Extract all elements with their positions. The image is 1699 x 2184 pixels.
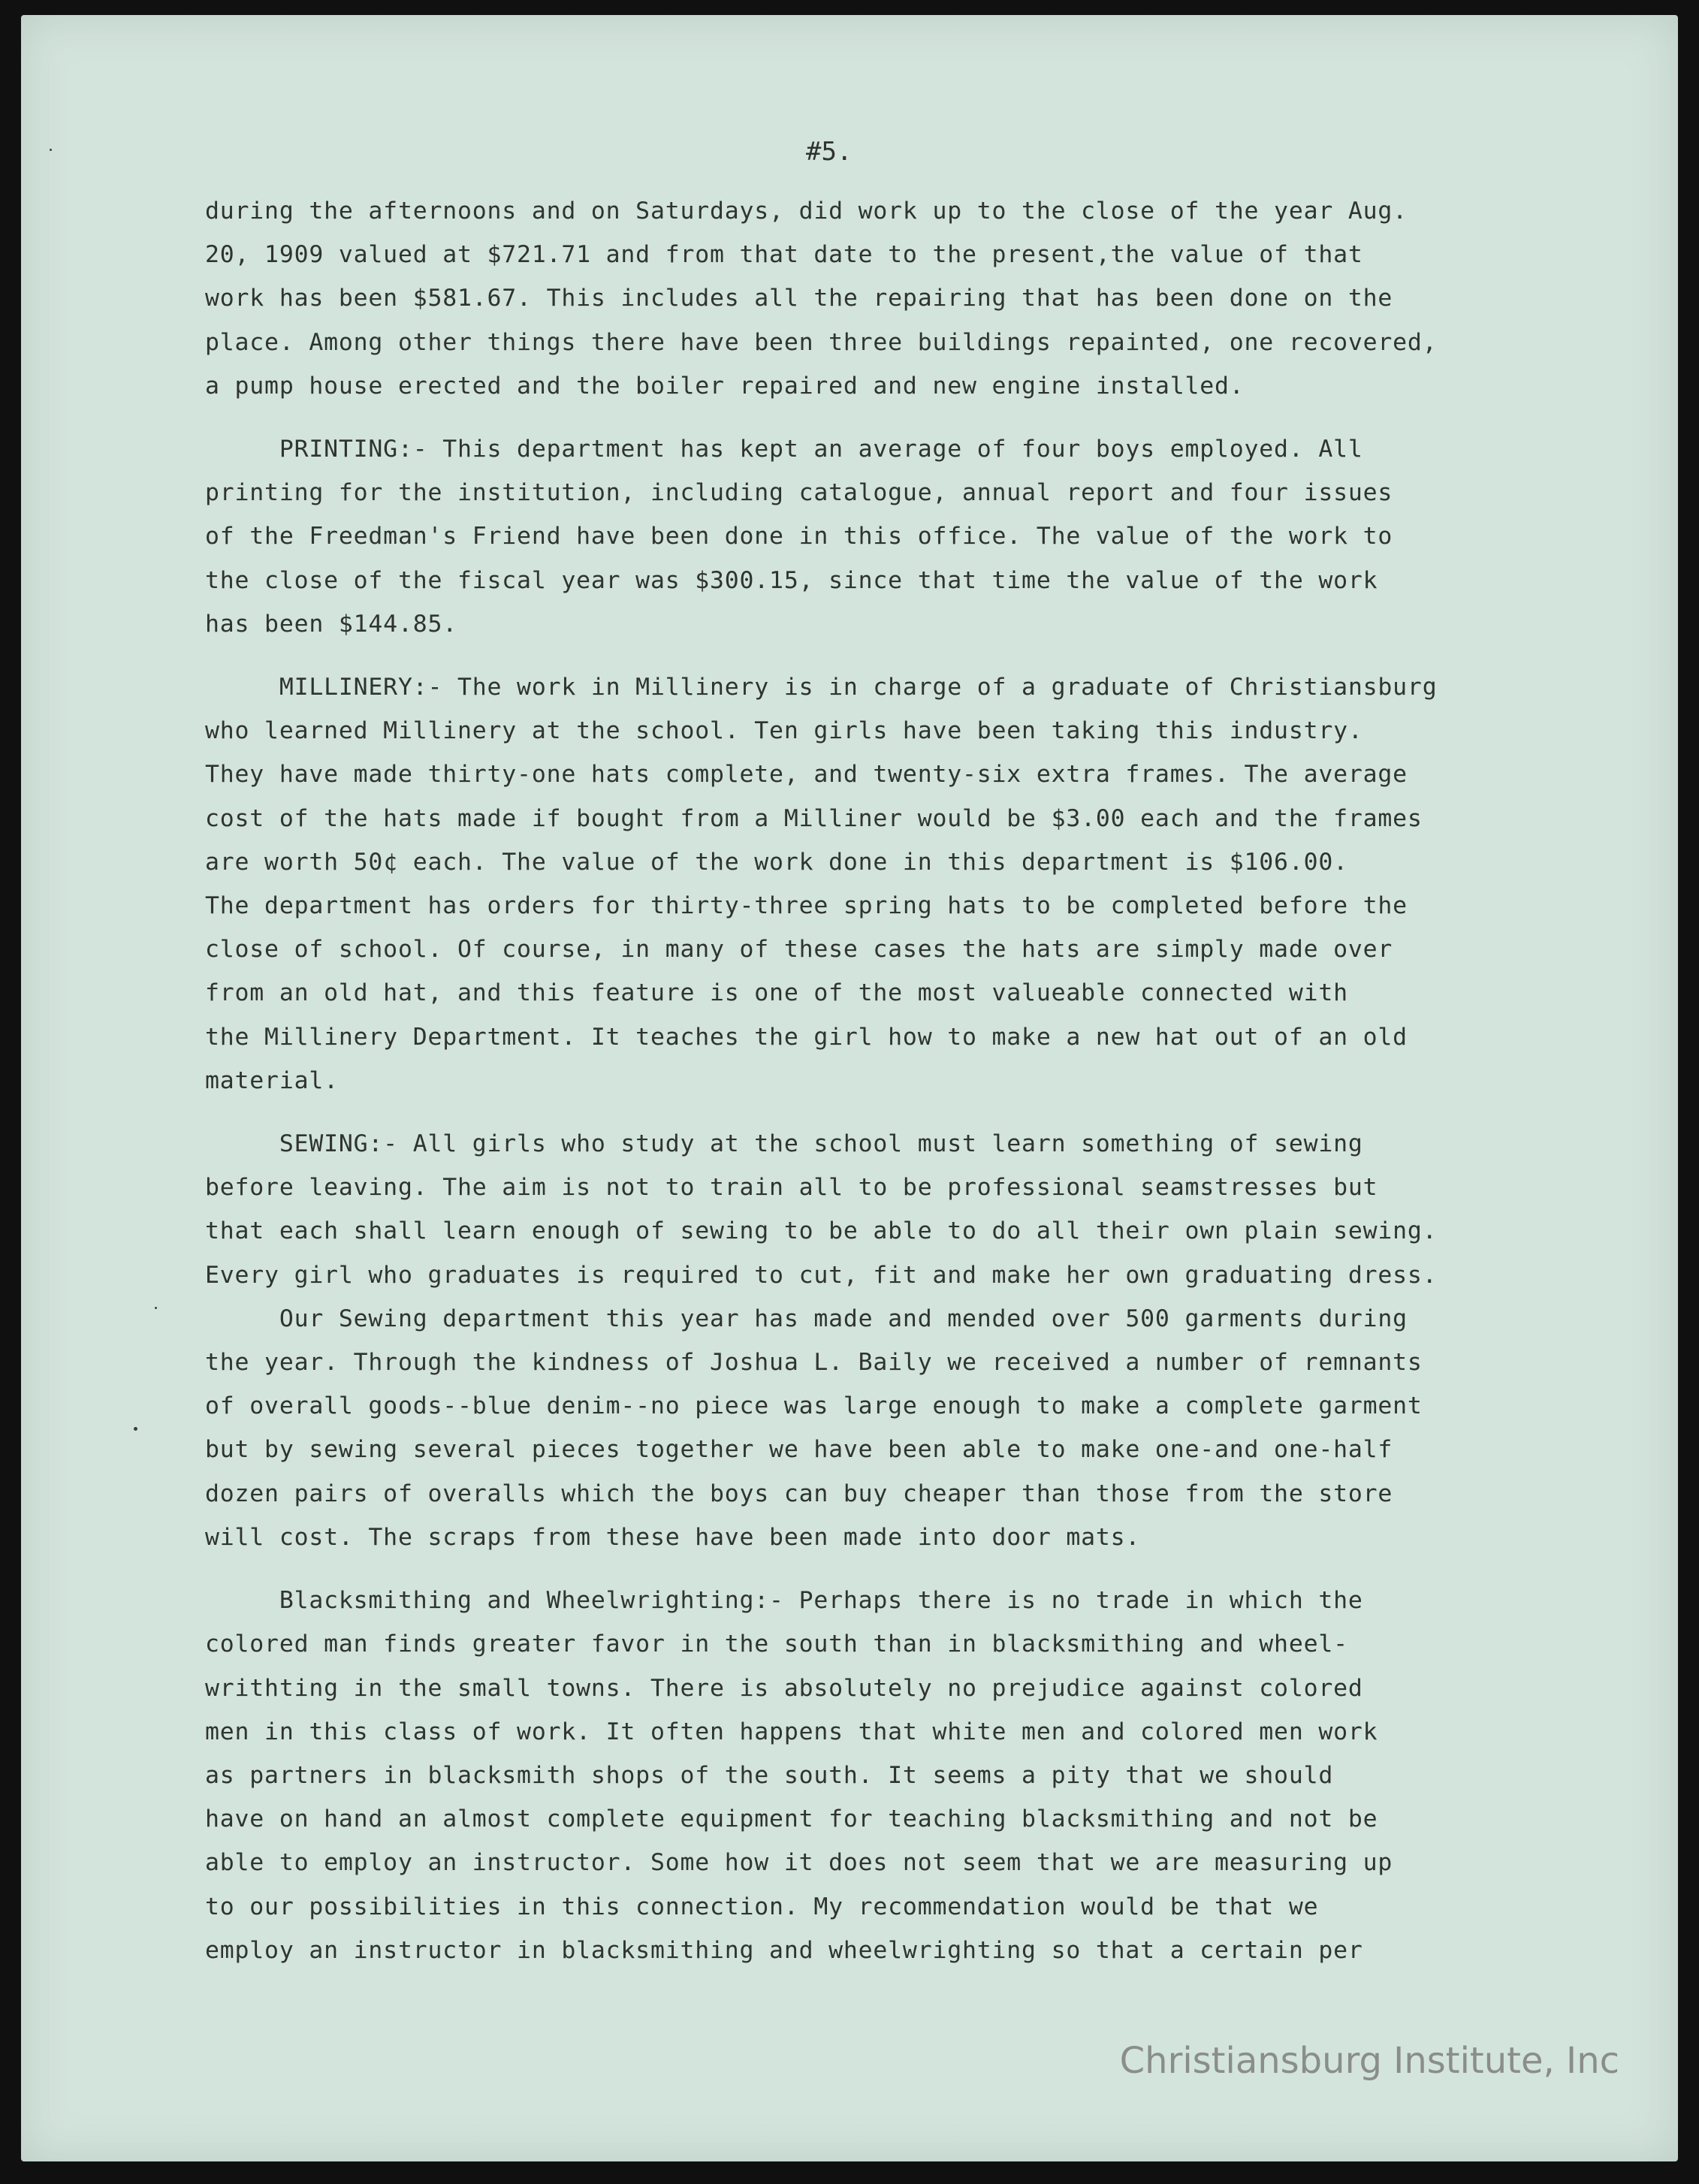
body-text — [205, 189, 1692, 1972]
text-line: SEWING:- All girls who study at the school must learn something of sewing — [205, 1130, 1363, 1158]
text-line: They have made thirty-one hats complete, and twenty-six extra frames. The average — [205, 761, 1408, 789]
paper-sheet — [21, 15, 1678, 2161]
text-line: has been $144.85. — [205, 610, 457, 638]
text-line: place. Among other things there have been three buildings repainted, one recovered, — [205, 328, 1438, 356]
text-line: material. — [205, 1066, 339, 1094]
text-line: MILLINERY:- The work in Millinery is in charge of a graduate of Christiansburg — [205, 674, 1438, 701]
text-line: the close of the fiscal year was $300.15, since that time the value of the work — [205, 566, 1378, 594]
paragraph-millinery — [205, 665, 1692, 1103]
text-line: from an old hat, and this feature is one of the most valueable connected with — [205, 979, 1348, 1007]
text-line: that each shall learn enough of sewing to be able to do all their own plain sewing. — [205, 1217, 1438, 1245]
paragraph-blacksmithing — [205, 1579, 1692, 1972]
text-line: writhting in the small towns. There is absolutely no prejudice against colored — [205, 1674, 1363, 1702]
text-line: dozen pairs of overalls which the boys can buy cheaper than those from the store — [205, 1480, 1393, 1507]
ink-speck — [155, 1307, 157, 1309]
text-line: before leaving. The aim is not to train all to be professional seamstresses but — [205, 1174, 1378, 1202]
text-line: close of school. Of course, in many of these cases the hats are simply made over — [205, 936, 1393, 964]
paragraph-sewing — [205, 1122, 1692, 1559]
text-line: men in this class of work. It often happens that white men and colored men work — [205, 1718, 1378, 1745]
text-line: a pump house erected and the boiler repaired and new engine installed. — [205, 372, 1245, 400]
text-line: to our possibilities in this connection. My recommendation would be that we — [205, 1893, 1319, 1920]
text-line: work has been $581.67. This includes all the repairing that has been done on the — [205, 285, 1393, 312]
text-line: of overall goods--blue denim--no piece was large enough to make a complete garment — [205, 1392, 1423, 1420]
text-line: printing for the institution, including catalogue, annual report and four issues — [205, 479, 1393, 507]
paragraph-printing — [205, 427, 1692, 646]
text-line: colored man finds greater favor in the south than in blacksmithing and wheel- — [205, 1630, 1348, 1658]
text-line: but by sewing several pieces together we have been able to make one-and one-half — [205, 1436, 1393, 1464]
text-line: the year. Through the kindness of Joshua L. Baily we received a number of remnants — [205, 1349, 1423, 1377]
text-line: have on hand an almost complete equipment for teaching blacksmithing and not be — [205, 1805, 1378, 1833]
text-line: Our Sewing department this year has made and mended over 500 garments during — [205, 1305, 1408, 1332]
text-line: able to employ an instructor. Some how it does not seem that we are measuring up — [205, 1849, 1393, 1877]
archive-watermark: Christiansburg Institute, Inc — [1119, 2040, 1619, 2082]
ink-speck — [50, 149, 52, 151]
text-line: The department has orders for thirty-three spring hats to be completed before the — [205, 892, 1408, 920]
text-line: 20, 1909 valued at $721.71 and from that date to the present,the value of that — [205, 241, 1363, 269]
text-line: PRINTING:- This department has kept an average of four boys employed. All — [205, 436, 1363, 463]
text-line: the Millinery Department. It teaches the girl how to make a new hat out of an old — [205, 1023, 1408, 1051]
text-line: during the afternoons and on Saturdays, did work up to the close of the year Aug. — [205, 198, 1408, 225]
text-line: who learned Millinery at the school. Ten girls have been taking this industry. — [205, 717, 1363, 745]
text-line: Every girl who graduates is required to cut, fit and make her own graduating dress. — [205, 1261, 1438, 1289]
text-line: as partners in blacksmith shops of the south. It seems a pity that we should — [205, 1761, 1334, 1789]
ink-speck — [134, 1427, 137, 1431]
text-line: cost of the hats made if bought from a Milliner would be $3.00 each and the frames — [205, 804, 1423, 832]
paragraph-intro — [205, 189, 1692, 408]
text-line: will cost. The scraps from these have been made into door mats. — [205, 1523, 1141, 1551]
text-line: are worth 50¢ each. The value of the work done in this department is $106.00. — [205, 848, 1348, 876]
text-line: of the Freedman's Friend have been done in this office. The value of the work to — [205, 523, 1393, 551]
page-number: #5. — [806, 137, 853, 167]
text-line: employ an instructor in blacksmithing and wheelwrighting so that a certain per — [205, 1936, 1363, 1964]
text-line: Blacksmithing and Wheelwrighting:- Perhaps there is no trade in which the — [205, 1587, 1363, 1615]
